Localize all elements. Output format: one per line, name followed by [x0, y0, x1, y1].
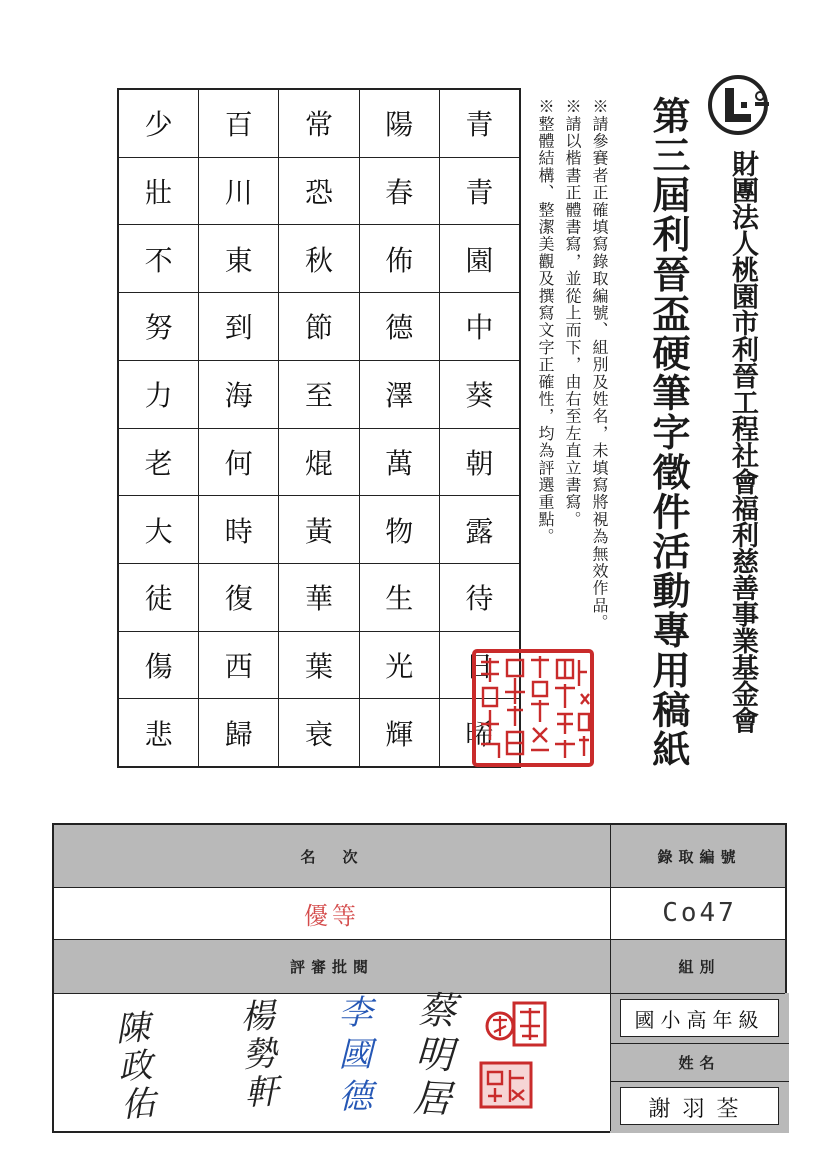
grid-cell: 時 [199, 496, 278, 564]
form-divider [54, 939, 785, 940]
grid-cell: 何 [199, 429, 278, 497]
grid-cell: 力 [119, 361, 198, 429]
grid-cell: 東 [199, 225, 278, 293]
grid-cell: 歸 [224, 717, 253, 751]
grid-cell: 老 [119, 429, 198, 497]
grid-cell: 恐 [279, 158, 358, 226]
rank-value: 優等 [304, 901, 360, 930]
grid-cell: 秋 [279, 225, 358, 293]
grid-cell: 常 [279, 90, 358, 158]
registration-label: 錄取編號 [657, 847, 742, 866]
grid-cell: 萬 [360, 429, 439, 497]
grid-cell: 傷 [119, 632, 198, 700]
form-header-row [54, 939, 785, 993]
judge-signature: 李國德 [332, 994, 372, 1120]
grid-cell: 青 [440, 158, 519, 226]
judge-signature: 蔡明居 [405, 988, 457, 1124]
grid-cell: 海 [199, 361, 278, 429]
grid-cell: 葵 [440, 361, 519, 429]
grid-cell: 生 [360, 564, 439, 632]
grid-cell: 光 [360, 632, 439, 700]
grid-cell: 壯 [119, 158, 198, 226]
foundation-logo [705, 72, 775, 142]
grid-cell: 輝 [385, 717, 414, 751]
organization-name: 財團法人桃園市利晉工程社會福利慈善事業基金會 [727, 150, 758, 733]
judge-signature: 楊勢軒 [233, 997, 279, 1113]
grid-cell: 晞 [465, 717, 494, 751]
grid-cell: 少 [119, 90, 198, 158]
grid-cell: 中 [440, 293, 519, 361]
form-divider [610, 1043, 789, 1044]
grid-cell: 徒 [119, 564, 198, 632]
name-value: 謝羽荃 [648, 1096, 751, 1122]
group-label: 組別 [678, 957, 721, 976]
judge-stamp [478, 1060, 534, 1110]
grid-cell: 至 [279, 361, 358, 429]
grid-cell: 節 [279, 293, 358, 361]
judge-signature: 陳政佑 [108, 1008, 156, 1126]
grid-cell: 華 [279, 564, 358, 632]
grid-cell: 德 [360, 293, 439, 361]
grid-cell: 佈 [360, 225, 439, 293]
grid-cell: 到 [199, 293, 278, 361]
judge-stamp [484, 1000, 548, 1048]
grid-cell: 川 [199, 158, 278, 226]
name-label-cell [610, 1043, 789, 1081]
grid-cell: 黃 [279, 496, 358, 564]
grid-cell: 園 [440, 225, 519, 293]
instruction-line: ※請以楷書正體書寫，並從上而下，由右至左直立書寫。 [563, 98, 582, 528]
grid-cell: 待 [440, 564, 519, 632]
grid-cell: 悲 [144, 717, 173, 751]
grid-cell: 露 [440, 496, 519, 564]
registration-value: Co47 [662, 898, 737, 928]
grid-cell: 大 [119, 496, 198, 564]
instructions [532, 98, 613, 631]
name-label: 姓名 [678, 1053, 721, 1072]
instruction-line: ※請參賽者正確填寫錄取編號、組別及姓名，未填寫將視為無效作品。 [590, 98, 609, 632]
grid-column [359, 90, 439, 766]
instruction-line: ※整體結構、整潔美觀及撰寫文字正確性，均為評選重點。 [536, 98, 555, 546]
grid-cell: 努 [119, 293, 198, 361]
group-value: 國小高年級 [634, 1007, 765, 1032]
foundation-seal [471, 648, 595, 768]
grid-cell: 葉 [279, 632, 358, 700]
grid-cell: 復 [199, 564, 278, 632]
grid-cell: 衰 [304, 717, 333, 751]
grid-cell: 焜 [279, 429, 358, 497]
grid-column [198, 90, 278, 766]
page-title: 第三屆利晉盃硬筆字徵件活動專用稿紙 [646, 96, 691, 770]
grid-cell: 西 [199, 632, 278, 700]
grid-cell: 青 [440, 90, 519, 158]
rank-label: 名 次 [300, 847, 364, 866]
grid-cell: 不 [119, 225, 198, 293]
grid-cell: 春 [360, 158, 439, 226]
writing-grid [117, 88, 521, 768]
grid-cell: 日 [440, 632, 519, 700]
grid-column [119, 90, 198, 766]
grid-cell: 朝 [440, 429, 519, 497]
review-label: 評審批閱 [289, 957, 374, 976]
grid-cell: 澤 [360, 361, 439, 429]
grid-column [278, 90, 358, 766]
grid-cell: 物 [360, 496, 439, 564]
grid-cell: 百 [199, 90, 278, 158]
grid-cell: 陽 [360, 90, 439, 158]
form-header-row [54, 825, 785, 887]
